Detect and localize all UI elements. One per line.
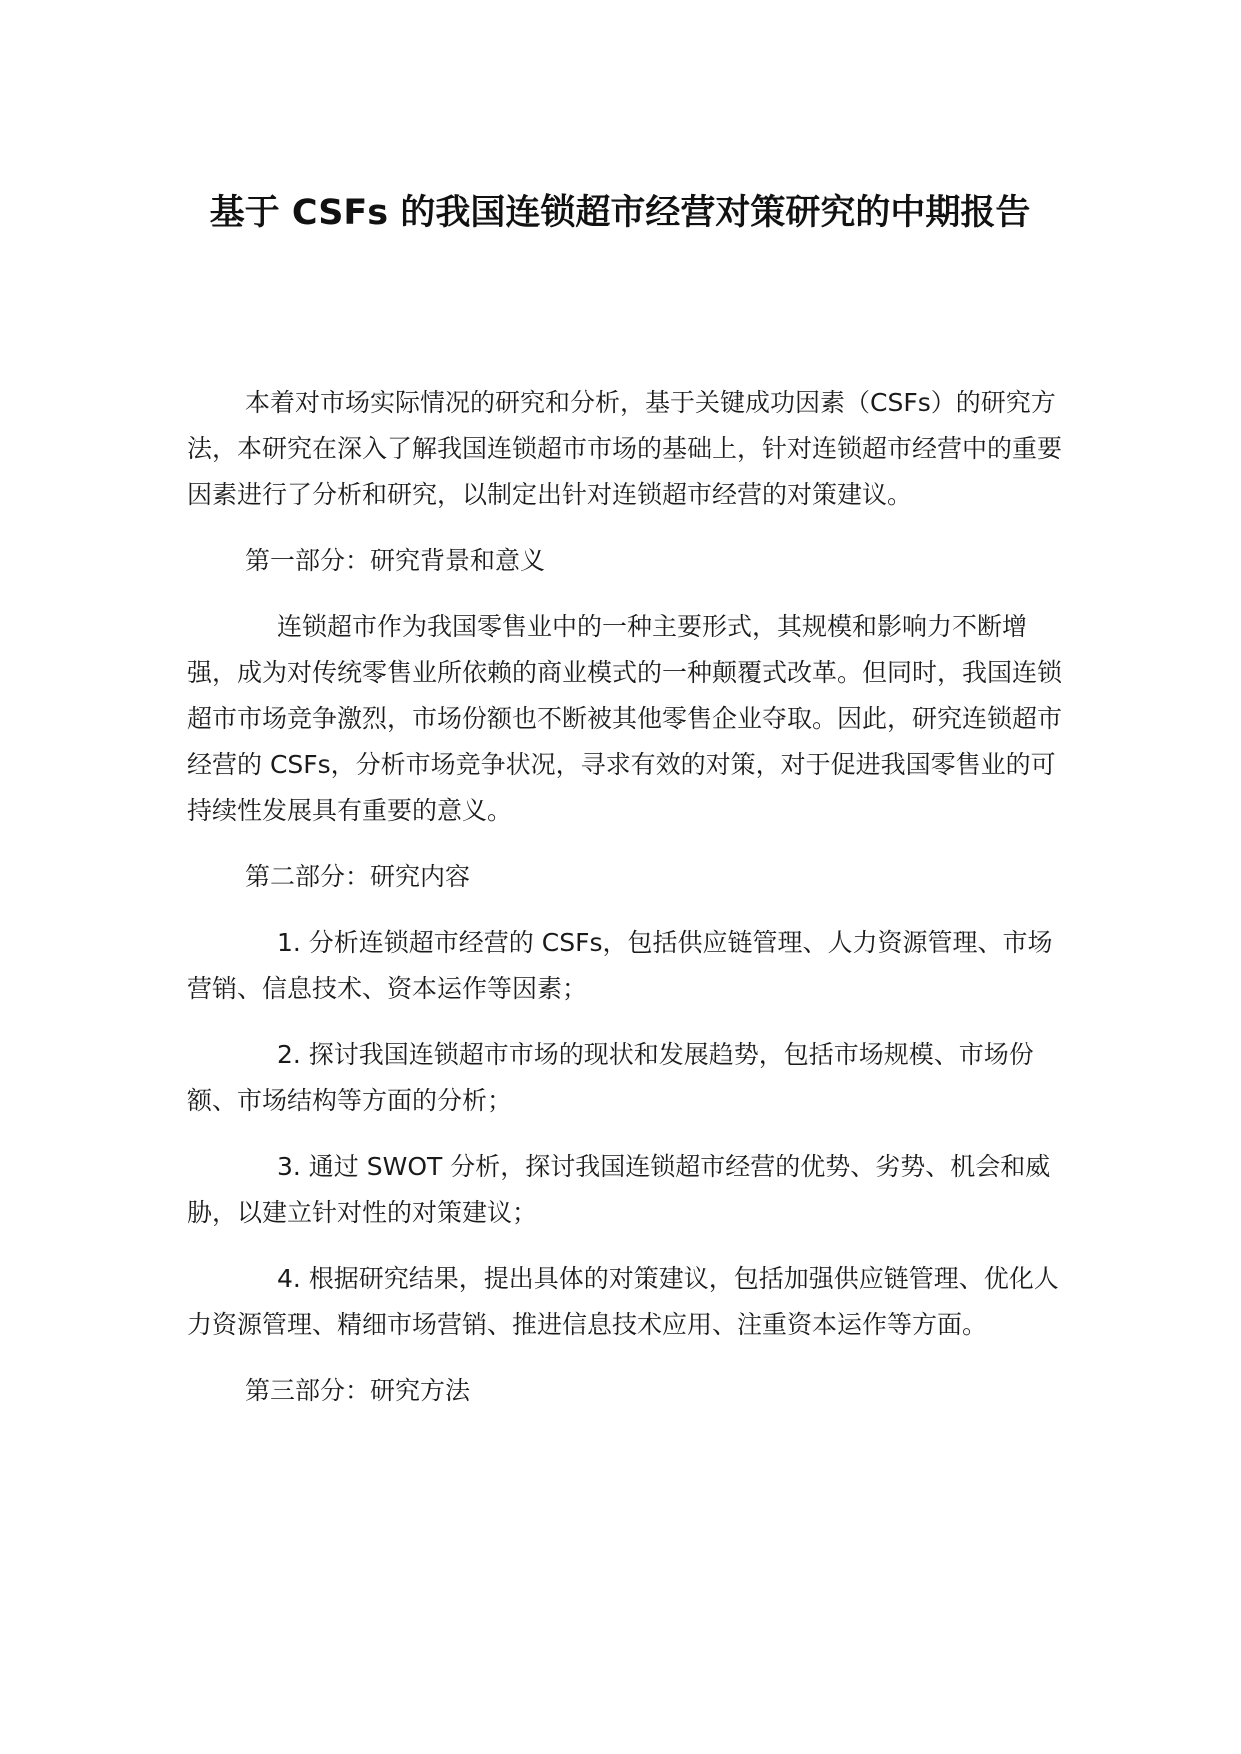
section-heading-background: 第一部分：研究背景和意义 (245, 546, 546, 575)
content-list-item: 2. 探讨我国连锁超市市场的现状和发展趋势，包括市场规模、市场份额、市场结构等方面的分析； (187, 1040, 1034, 1115)
document-body (187, 380, 1072, 1434)
content-list-item: 3. 通过 SWOT 分析，探讨我国连锁超市经营的优势、劣势、机会和威胁，以建立针对性的对策建议； (187, 1152, 1051, 1227)
content-list-item: 4. 根据研究结果，提出具体的对策建议，包括加强供应链管理、优化人力资源管理、精细市场营销、推进信息技术应用、注重资本运作等方面。 (187, 1264, 1059, 1339)
section-heading-method: 第三部分：研究方法 (245, 1376, 471, 1405)
background-paragraph: 连锁超市作为我国零售业中的一种主要形式，其规模和影响力不断增强，成为对传统零售业所依赖的商业模式的一种颠覆式改革。但同时，我国连锁超市市场竞争激烈，市场份额也不断被其他零售企业夺取。因此，研究连锁超市经营的 CSFs，分析市场竞争状况，寻求有效的对策，对于促进我国零售业的可持续性发展具有重要的意义。 (187, 612, 1063, 825)
document-title: 基于 CSFs 的我国连锁超市经营对策研究的中期报告 (209, 193, 1031, 233)
section-heading-content: 第二部分：研究内容 (245, 862, 471, 891)
intro-paragraph: 本着对市场实际情况的研究和分析，基于关键成功因素（CSFs）的研究方法，本研究在深入了解我国连锁超市市场的基础上，针对连锁超市经营中的重要因素进行了分析和研究，以制定出针对连锁超市经营的对策建议。 (187, 388, 1063, 509)
content-list-item: 1. 分析连锁超市经营的 CSFs，包括供应链管理、人力资源管理、市场营销、信息技术、资本运作等因素； (187, 928, 1053, 1003)
